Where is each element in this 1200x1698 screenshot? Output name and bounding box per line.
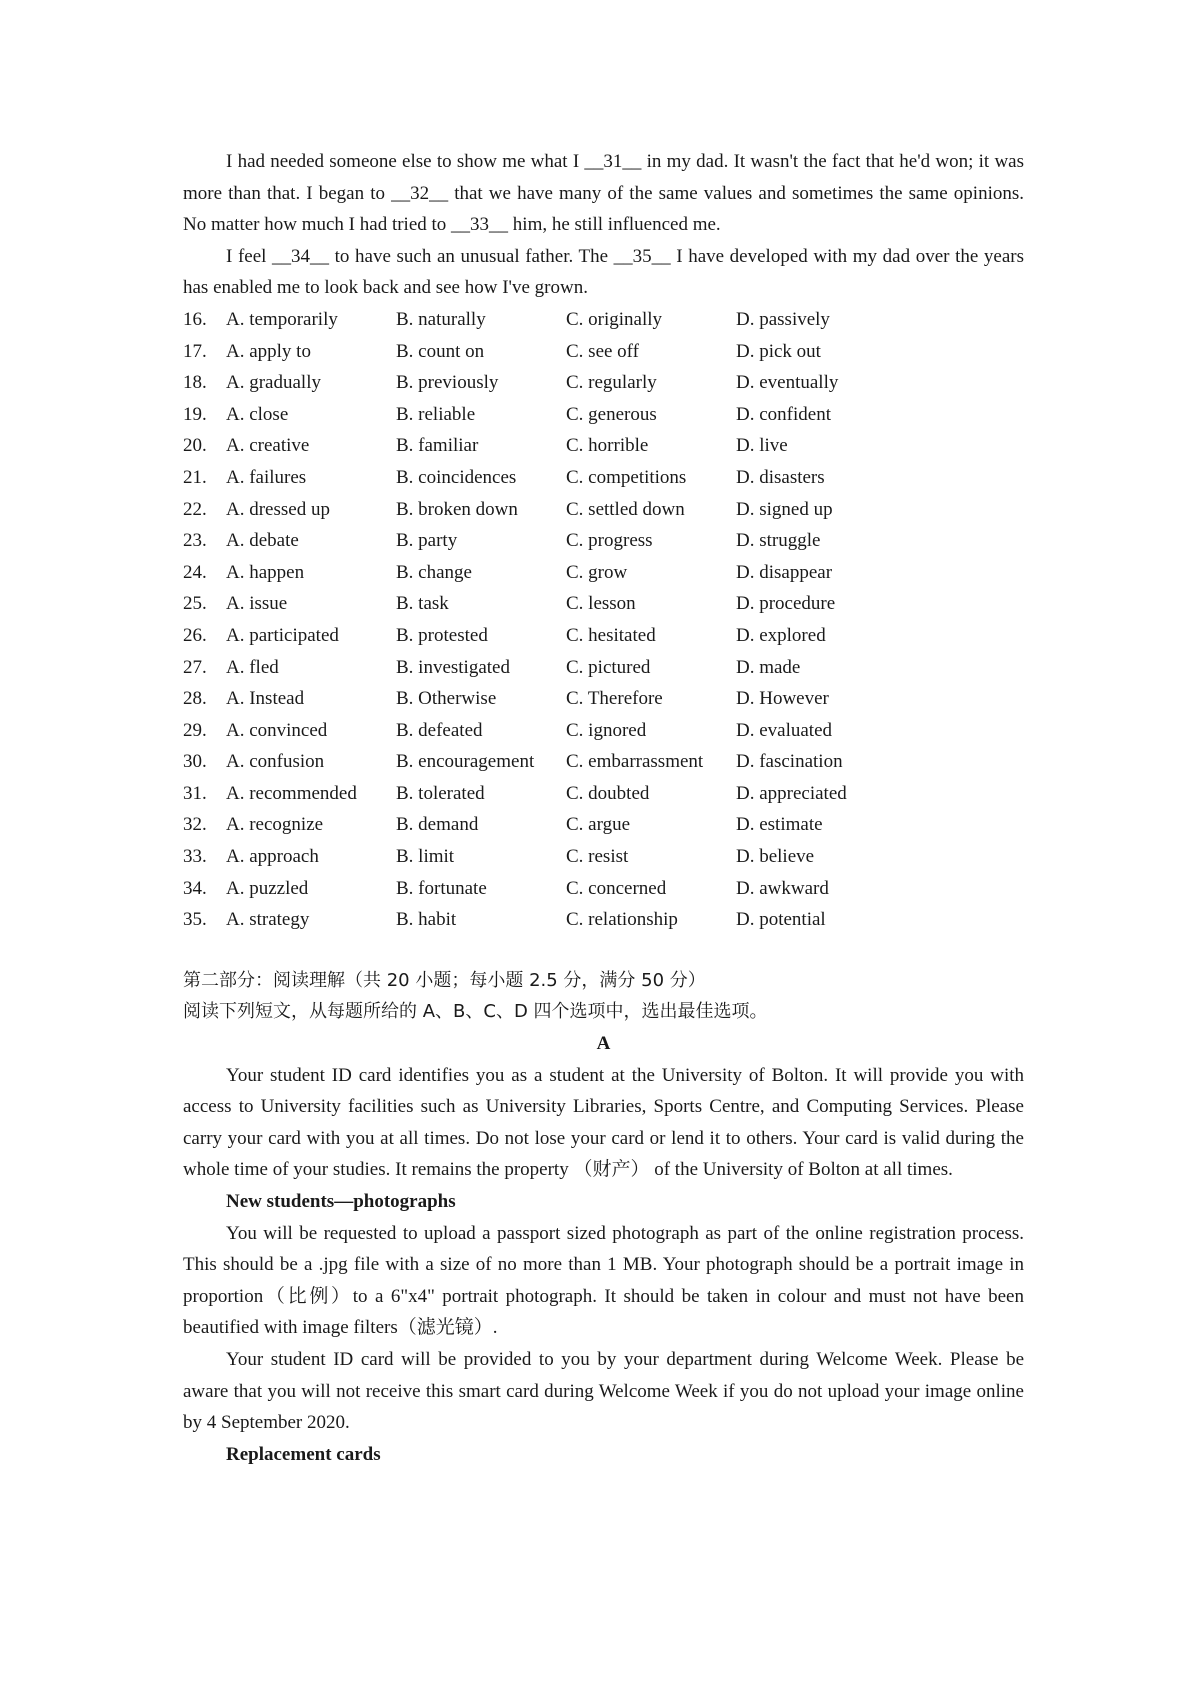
option-b: B. demand	[396, 814, 479, 836]
photo-paragraph-1: You will be requested to upload a passport sized photograph as part of the online registration process. This should be a .jpg file with a size of no more than 1 MB. Your photograph should be a portrait image in proportion（比例）to a 6"x4" portrait photograph. It should be taken in colour and must not have been beautified with image filters（滤光镜）.	[183, 1222, 1024, 1339]
question-row	[183, 746, 906, 778]
option-d: D. awkward	[736, 877, 829, 899]
subhead-new-students: New students—photographs	[226, 1191, 456, 1212]
option-d: D. confident	[736, 403, 831, 425]
option-c: C. resist	[566, 846, 629, 868]
option-a: A. creative	[226, 435, 310, 457]
option-c: C. relationship	[566, 909, 678, 931]
option-c: C. progress	[566, 530, 653, 552]
passage-a-intro: Your student ID card identifies you as a student at the University of Bolton. It will provide you with access to University facilities such as University Libraries, Sports Centre, and Computing Services. Please carry your card with you at all times. Do not lose your card or lend it to others. Your card is valid during the whole time of your studies. It remains the property （财产） of the University of Bolton at all times.	[183, 1064, 1024, 1181]
option-a: A. convinced	[226, 719, 328, 741]
option-d: D. evaluated	[736, 719, 833, 741]
option-c: C. ignored	[566, 719, 647, 741]
option-b: B. reliable	[396, 403, 476, 425]
option-b: B. investigated	[396, 656, 510, 678]
question-row	[183, 683, 906, 715]
question-number: 33.	[183, 846, 207, 868]
option-b: B. broken down	[396, 498, 518, 520]
option-d: D. However	[736, 688, 829, 710]
page-content	[183, 146, 1024, 1470]
question-number: 26.	[183, 624, 207, 646]
option-c: C. embarrassment	[566, 751, 704, 773]
option-a: A. gradually	[226, 372, 321, 394]
option-c: C. settled down	[566, 498, 685, 520]
question-number: 25.	[183, 593, 207, 615]
option-b: B. fortunate	[396, 877, 487, 899]
option-a: A. apply to	[226, 340, 311, 362]
option-c: C. generous	[566, 403, 657, 425]
option-c: C. concerned	[566, 877, 667, 899]
option-a: A. confusion	[226, 751, 325, 773]
option-a: A. recommended	[226, 782, 357, 804]
question-number: 30.	[183, 751, 207, 773]
passage-a-label: A	[596, 1033, 611, 1055]
question-row	[183, 652, 906, 684]
option-d: D. made	[736, 656, 801, 678]
option-d: D. procedure	[736, 593, 836, 615]
question-number: 24.	[183, 561, 207, 583]
option-c: C. lesson	[566, 593, 636, 615]
question-row	[183, 778, 906, 810]
option-a: A. temporarily	[226, 308, 338, 330]
option-d: D. eventually	[736, 372, 839, 394]
option-b: B. coincidences	[396, 466, 517, 488]
option-b: B. count on	[396, 340, 485, 362]
option-a: A. failures	[226, 466, 307, 488]
question-number: 21.	[183, 466, 207, 488]
question-row	[183, 809, 906, 841]
option-d: D. fascination	[736, 751, 843, 773]
option-d: D. passively	[736, 308, 830, 330]
option-a: A. Instead	[226, 688, 305, 710]
option-b: B. encouragement	[396, 751, 535, 773]
option-d: D. explored	[736, 624, 826, 646]
options-table	[183, 304, 906, 936]
option-d: D. potential	[736, 909, 826, 931]
option-b: B. previously	[396, 372, 499, 394]
option-c: C. doubted	[566, 782, 650, 804]
question-number: 18.	[183, 372, 207, 394]
option-c: C. hesitated	[566, 624, 656, 646]
option-c: C. originally	[566, 308, 663, 330]
question-number: 16.	[183, 308, 207, 330]
question-row	[183, 367, 906, 399]
option-b: B. party	[396, 530, 458, 552]
option-b: B. defeated	[396, 719, 483, 741]
option-b: B. limit	[396, 846, 455, 868]
option-c: C. regularly	[566, 372, 657, 394]
question-row	[183, 430, 906, 462]
option-c: C. horrible	[566, 435, 649, 457]
option-a: A. participated	[226, 624, 339, 646]
option-a: A. puzzled	[226, 877, 309, 899]
question-row	[183, 525, 906, 557]
option-a: A. approach	[226, 846, 319, 868]
question-number: 31.	[183, 782, 207, 804]
option-b: B. habit	[396, 909, 457, 931]
question-number: 34.	[183, 877, 207, 899]
option-b: B. protested	[396, 624, 488, 646]
subhead-replacement-cards: Replacement cards	[226, 1443, 381, 1465]
option-c: C. Therefore	[566, 688, 663, 710]
question-number: 22.	[183, 498, 207, 520]
option-b: B. change	[396, 561, 472, 583]
question-number: 19.	[183, 403, 207, 425]
question-row	[183, 620, 906, 652]
option-a: A. happen	[226, 561, 305, 583]
option-b: B. task	[396, 593, 449, 615]
option-a: A. recognize	[226, 814, 324, 836]
option-a: A. strategy	[226, 909, 310, 931]
option-b: B. Otherwise	[396, 688, 497, 710]
option-c: C. argue	[566, 814, 631, 836]
option-a: A. issue	[226, 593, 288, 615]
question-number: 20.	[183, 435, 207, 457]
option-d: D. live	[736, 435, 788, 457]
option-d: D. disappear	[736, 561, 833, 583]
option-d: D. appreciated	[736, 782, 847, 804]
question-row	[183, 462, 906, 494]
part2-heading: 第二部分：阅读理解（共 20 小题；每小题 2.5 分，满分 50 分）	[183, 969, 706, 991]
question-number: 29.	[183, 719, 207, 741]
option-b: B. tolerated	[396, 782, 485, 804]
question-row	[183, 304, 906, 336]
question-number: 32.	[183, 814, 207, 836]
option-d: D. struggle	[736, 530, 821, 552]
question-row	[183, 715, 906, 747]
question-row	[183, 588, 906, 620]
question-row	[183, 841, 906, 873]
option-d: D. disasters	[736, 466, 825, 488]
option-d: D. believe	[736, 846, 815, 868]
option-a: A. dressed up	[226, 498, 330, 520]
option-b: B. naturally	[396, 308, 486, 330]
option-a: A. debate	[226, 530, 299, 552]
option-c: C. competitions	[566, 466, 687, 488]
option-c: C. grow	[566, 561, 628, 583]
question-number: 35.	[183, 909, 207, 931]
question-row	[183, 494, 906, 526]
question-row	[183, 873, 906, 905]
option-c: C. see off	[566, 340, 639, 362]
option-a: A. close	[226, 403, 289, 425]
option-b: B. familiar	[396, 435, 479, 457]
question-row	[183, 336, 906, 368]
option-d: D. pick out	[736, 340, 821, 362]
question-number: 23.	[183, 530, 207, 552]
option-c: C. pictured	[566, 656, 651, 678]
question-number: 28.	[183, 688, 207, 710]
question-row	[183, 904, 906, 936]
photo-paragraph-2: Your student ID card will be provided to you by your department during Welcome Week. Please be aware that you will not receive this smart card during Welcome Week if you do not upload your image online by 4 September 2020.	[183, 1348, 1024, 1434]
option-a: A. fled	[226, 656, 279, 678]
question-number: 27.	[183, 656, 207, 678]
question-row	[183, 399, 906, 431]
passage-paragraph-2: I feel __34__ to have such an unusual father. The __35__ I have developed with my dad over the years has enabled me to look back and see how I've grown.	[183, 245, 1024, 299]
option-d: D. estimate	[736, 814, 823, 836]
question-number: 17.	[183, 340, 207, 362]
option-d: D. signed up	[736, 498, 833, 520]
question-row	[183, 557, 906, 589]
part2-instruction: 阅读下列短文，从每题所给的 A、B、C、D 四个选项中，选出最佳选项。	[183, 1001, 768, 1023]
passage-paragraph-1: I had needed someone else to show me what I __31__ in my dad. It wasn't the fact that he'd won; it was more than that. I began to __32__ that we have many of the same values and sometimes the same opinions. No matter how much I had tried to __33__ him, he still influenced me.	[183, 151, 1024, 236]
